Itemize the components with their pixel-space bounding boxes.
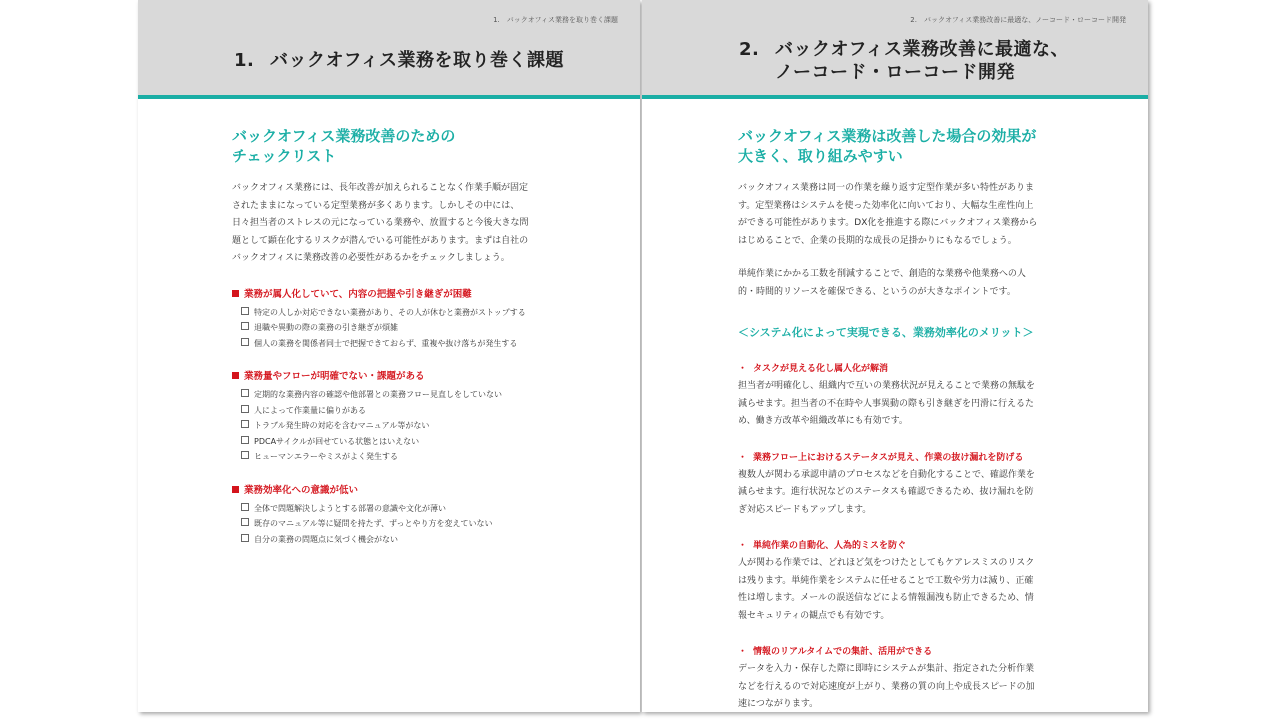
benefit-heading (738, 538, 1068, 555)
benefit-heading-text: タスクが見える化し属人化が解消 (753, 364, 889, 374)
benefit-line: 性は増します。メールの誤送信などによる情報漏洩も防止できるため、情 (738, 593, 1034, 603)
benefit-line: は残ります。単純作業をシステムに任せることで工数や労力は減り、正確 (738, 575, 1034, 586)
benefit-line: などを行えるので対応速度が上がり、業務の質の向上や成長スピードの加 (738, 681, 1035, 692)
right-chapter-number: 2. (739, 39, 760, 60)
check-item-text: 定期的な業務内容の確認や他部署との業務フロー見直しをしていない (254, 390, 502, 399)
right-chapter-title-line1: バックオフィス業務改善に最適な、 (775, 39, 1070, 60)
benefit-heading (738, 450, 1068, 467)
check-list (232, 501, 562, 548)
check-group-heading-text: 業務量やフローが明確でない・課題がある (244, 371, 425, 382)
left-chapter-number: 1. (234, 50, 255, 71)
left-section-title (232, 126, 562, 166)
benefit-line: データを入力・保存した際に即時にシステムが集計、指定された分析作業 (738, 664, 1035, 674)
check-item[interactable] (241, 320, 562, 336)
check-item[interactable] (241, 305, 562, 321)
check-item[interactable] (241, 434, 562, 450)
left-running-head: 1. バックオフィス業務を取り巻く課題 (493, 16, 618, 24)
right-intro-line: はじめることで、企業の長期的な成長の足掛かりにもなるでしょう。 (738, 235, 1017, 246)
benefit-heading-text: 単純作業の自動化、人為的ミスを防ぐ (753, 541, 907, 551)
left-intro-line: されたままになっている定型業務が多くあります。しかしその中には、 (232, 200, 520, 211)
check-group-heading-text: 業務が属人化していて、内容の把握や引き継ぎが困難 (244, 288, 472, 300)
checkbox-icon[interactable] (241, 389, 249, 397)
checkbox-icon[interactable] (241, 451, 249, 459)
left-section-title-line2: チェックリスト (232, 147, 337, 165)
check-item-text: 特定の人しか対応できない業務があり、その人が休むと業務がストップする (254, 307, 526, 317)
red-square-icon (232, 486, 239, 493)
checkbox-icon[interactable] (241, 338, 249, 346)
right-section-title (738, 126, 1068, 166)
right-intro-line: 単純作業にかかる工数を削減することで、創造的な業務や他業務への人 (738, 269, 1026, 279)
benefit-line: 減らせます。進行状況などのステータスも確認できるため、抜け漏れを防 (738, 487, 1034, 497)
left-intro-line: 日々担当者のストレスの元になっている業務や、放置すると今後大きな問 (232, 218, 529, 228)
benefit-body (738, 555, 1068, 625)
check-item-text: 個人の業務を関係者同士で把握できておらず、重複や抜け落ちが発生する (254, 338, 518, 348)
check-item[interactable] (241, 449, 562, 465)
checkbox-icon[interactable] (241, 518, 249, 526)
checkbox-icon[interactable] (241, 534, 249, 542)
right-running-head: 2. バックオフィス業務改善に最適な、ノーコード・ローコード開発 (910, 16, 1126, 24)
check-list (232, 305, 562, 352)
benefit-line: 減らせます。担当者の不在時や人事異動の際も引き継ぎを円滑に行えるた (738, 398, 1035, 409)
benefit-line: 担当者が明確化し、組織内で互いの業務状況が見えることで業務の無駄を (738, 381, 1036, 391)
bullet-icon: ・ (738, 647, 748, 657)
left-section-title-line1: バックオフィス業務改善のための (232, 127, 456, 145)
benefit-heading (738, 361, 1068, 378)
check-item-text: 既存のマニュアル等に疑問を持たず、ずっとやり方を変えていない (254, 519, 493, 528)
right-section-title-line1: バックオフィス業務は改善した場合の効果が (738, 127, 1037, 145)
check-item-text: 人によって作業量に偏りがある (254, 405, 366, 415)
benefit-heading (738, 644, 1068, 661)
checkbox-icon[interactable] (241, 503, 249, 511)
right-intro-paragraph-2 (738, 266, 1068, 301)
red-square-icon (232, 372, 239, 379)
check-item-text: 全体で問題解決しようとする部署の意識や文化が薄い (254, 503, 446, 513)
benefit-body (738, 661, 1068, 712)
bullet-icon: ・ (738, 364, 748, 374)
left-intro-paragraph (232, 180, 562, 268)
check-item[interactable] (241, 516, 562, 532)
right-chapter-title-line2: ノーコード・ローコード開発 (775, 62, 1015, 83)
right-intro-line: 的・時間的リソースを確保できる、というのが大きなポイントです。 (738, 286, 1016, 297)
checkbox-icon[interactable] (241, 436, 249, 444)
bullet-icon: ・ (738, 452, 748, 463)
red-square-icon (232, 290, 239, 297)
bullet-icon: ・ (738, 541, 748, 551)
benefit-heading-text: 情報のリアルタイムでの集計、活用ができる (753, 647, 933, 657)
left-intro-line: バックオフィスに業務改善の必要性があるかをチェックしましょう。 (232, 253, 510, 263)
right-page-header (642, 0, 1148, 99)
right-intro-line: ができる可能性があります。DX化を推進する際にバックオフィス業務から (738, 218, 1038, 228)
benefit-line: ぎ対応スピードもアップします。 (738, 504, 872, 515)
left-page-content (232, 126, 562, 547)
right-page (642, 0, 1148, 712)
benefit-body (738, 467, 1068, 520)
check-group-heading-text: 業務効率化への意識が低い (244, 484, 359, 496)
check-item-text: 自分の業務の問題点に気づく機会がない (254, 534, 398, 544)
left-chapter-title-text: バックオフィス業務を取り巻く課題 (270, 50, 565, 71)
benefit-line: 速につながります。 (738, 699, 819, 709)
left-intro-line: バックオフィス業務には、長年改善が加えられることなく作業手順が固定 (232, 183, 529, 193)
check-item[interactable] (241, 403, 562, 419)
check-list (232, 387, 562, 465)
left-page (138, 0, 640, 712)
benefits-sub-heading: ＜システム化によって実現できる、業務効率化のメリット＞ (738, 326, 1034, 339)
check-group-awareness (232, 483, 562, 548)
check-group-workflow (232, 369, 562, 465)
benefit-line: 報セキュリティの観点でも有効です。 (738, 610, 890, 621)
check-item[interactable] (241, 387, 562, 403)
benefit-line: 複数人が関わる承認申請のプロセスなどを自動化することで、確認作業を (738, 469, 1035, 480)
check-item[interactable] (241, 501, 562, 517)
checkbox-icon[interactable] (241, 307, 249, 315)
check-group-silo (232, 287, 562, 352)
check-group-heading (232, 483, 562, 499)
benefit-line: め、働き方改革や組織改革にも有効です。 (738, 416, 908, 426)
right-intro-line: す。定型業務はシステムを使った効率化に向いており、大幅な生産性向上 (738, 200, 1034, 211)
right-section-title-line2: 大きく、取り組みやすい (738, 147, 903, 165)
left-intro-line: 題として顕在化するリスクが潜んでいる可能性があります。まずは自社の (232, 235, 529, 246)
benefit-line: 人が関わる作業では、どれほど気をつけたとしてもケアレスミスのリスク (738, 558, 1035, 568)
right-intro-line: バックオフィス業務は同一の作業を繰り返す定型作業が多い特性がありま (738, 183, 1035, 193)
benefit-heading-text: 業務フロー上におけるステータスが見え、作業の抜け漏れを防げる (753, 452, 1024, 463)
check-item-text: トラブル発生時の対応を含むマニュアル等がない (254, 421, 430, 430)
check-item-text: PDCAサイクルが回せている状態とはいえない (254, 436, 420, 446)
check-item[interactable] (241, 336, 562, 352)
left-chapter-title (234, 49, 564, 72)
benefit-body (738, 378, 1068, 431)
right-intro-paragraph-1 (738, 180, 1068, 250)
checkbox-icon[interactable] (241, 322, 249, 330)
check-group-heading (232, 287, 562, 303)
benefit-visibility (738, 361, 1068, 431)
checkbox-icon[interactable] (241, 420, 249, 428)
benefit-realtime (738, 644, 1068, 712)
check-group-heading (232, 369, 562, 385)
check-item[interactable] (241, 418, 562, 434)
check-item-text: ヒューマンエラーやミスがよく発生する (254, 452, 398, 461)
check-item-text: 退職や異動の際の業務の引き継ぎが煩雑 (254, 323, 398, 332)
right-chapter-title (739, 38, 1069, 84)
checkbox-icon[interactable] (241, 405, 249, 413)
benefit-status (738, 450, 1068, 520)
benefit-automation (738, 538, 1068, 625)
left-page-header (138, 0, 640, 99)
right-page-content (738, 126, 1068, 712)
check-item[interactable] (241, 532, 562, 548)
